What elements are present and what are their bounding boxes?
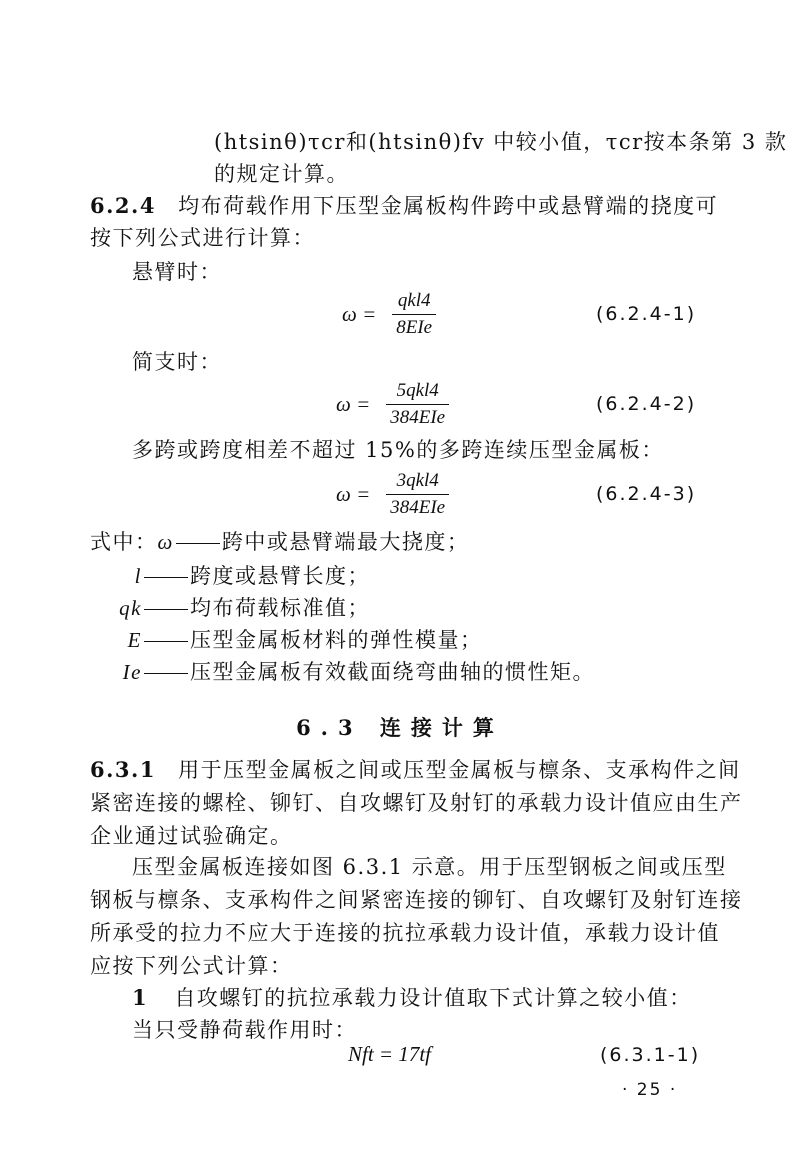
text-line: 企业通过试验确定。: [90, 824, 293, 848]
text-line: (htsinθ)τcr和(htsinθ)fv 中较小值，τcr按本条第 3 款: [214, 130, 788, 154]
numerator: 5qkl4: [396, 380, 439, 401]
equation-number: (6.2.4-1): [596, 303, 697, 325]
static-load-label: 当只受静荷载作用时：: [132, 1018, 357, 1042]
denominator: 384EIe: [386, 494, 449, 519]
where-line: [100, 658, 595, 686]
text-line: 所承受的拉力不应大于连接的抗拉承载力设计值，承载力设计值: [90, 921, 720, 945]
text-line: 紧密连接的螺栓、铆钉、自攻螺钉及射钉的承载力设计值应由生产: [90, 791, 743, 815]
item-text: 自攻螺钉的抗拉承载力设计值取下式计算之较小值：: [174, 986, 692, 1010]
denominator: 8EIe: [392, 314, 436, 339]
where-line: [100, 626, 483, 654]
fraction: [386, 470, 449, 519]
equation-6-3-1-1: Nft = 17tf: [348, 1042, 432, 1066]
simple-label: 简支时：: [132, 350, 222, 374]
cantilever-label: 悬臂时：: [132, 260, 222, 284]
symbol-desc: 跨中或悬臂端最大挠度；: [221, 530, 470, 554]
symbol: l: [134, 564, 142, 588]
symbol-desc: 均布荷载标准值；: [190, 596, 370, 620]
text-line: 的规定计算。: [214, 162, 349, 186]
equation-number: (6.3.1-1): [600, 1044, 701, 1066]
symbol: ω: [157, 530, 174, 554]
numerator: 3qkl4: [396, 470, 439, 491]
equation-6-2-4-3: [336, 470, 449, 519]
em-dash: [176, 543, 220, 544]
where-prefix: 式中：: [90, 530, 158, 554]
item-number: 1: [132, 985, 149, 1010]
symbol-desc: 跨度或悬臂长度；: [190, 564, 370, 588]
em-dash: [144, 673, 188, 674]
denominator: 384EIe: [386, 404, 449, 429]
eq-lhs: ω =: [336, 392, 371, 416]
symbol: E: [127, 628, 142, 652]
where-line: [90, 528, 469, 556]
symbol-desc: 压型金属板材料的弹性模量；: [190, 628, 483, 652]
numerator: qkl4: [397, 290, 431, 311]
list-item: [132, 984, 692, 1012]
clause-text: 均布荷载作用下压型金属板构件跨中或悬臂端的挠度可: [178, 194, 719, 218]
clause-6-2-4: [90, 192, 718, 220]
symbol: qk: [119, 596, 142, 620]
clause-text: 用于压型金属板之间或压型金属板与檩条、支承构件之间: [178, 758, 741, 782]
text-line: 压型金属板连接如图 6.3.1 示意。用于压型钢板之间或压型: [132, 855, 727, 879]
clause-number: 6.3.1: [90, 757, 156, 782]
clause-6-3-1: [90, 756, 741, 784]
equation-number: (6.2.4-2): [596, 393, 697, 415]
fraction: [392, 290, 436, 339]
text-line: 钢板与檩条、支承构件之间紧密连接的铆钉、自攻螺钉及射钉连接: [90, 888, 743, 912]
where-line: [100, 562, 370, 590]
multi-span-label: 多跨或跨度相差不超过 15%的多跨连续压型金属板：: [132, 438, 664, 462]
clause-number: 6.2.4: [90, 193, 156, 218]
equation-number: (6.2.4-3): [596, 483, 697, 505]
section-title: 6.3 连接计算: [296, 715, 504, 740]
fraction: [386, 380, 449, 429]
text-line: 应按下列公式计算：: [90, 954, 293, 978]
eq-lhs: ω =: [336, 482, 371, 506]
where-line: [100, 594, 370, 622]
equation-6-2-4-1: [342, 290, 436, 339]
page-number: · 25 ·: [622, 1080, 678, 1100]
eq-lhs: ω =: [342, 302, 377, 326]
em-dash: [144, 577, 188, 578]
em-dash: [144, 609, 188, 610]
symbol: Ie: [122, 660, 142, 684]
em-dash: [144, 641, 188, 642]
text-line: 按下列公式进行计算：: [90, 226, 315, 250]
symbol-desc: 压型金属板有效截面绕弯曲轴的惯性矩。: [190, 660, 595, 684]
equation-6-2-4-2: [336, 380, 449, 429]
